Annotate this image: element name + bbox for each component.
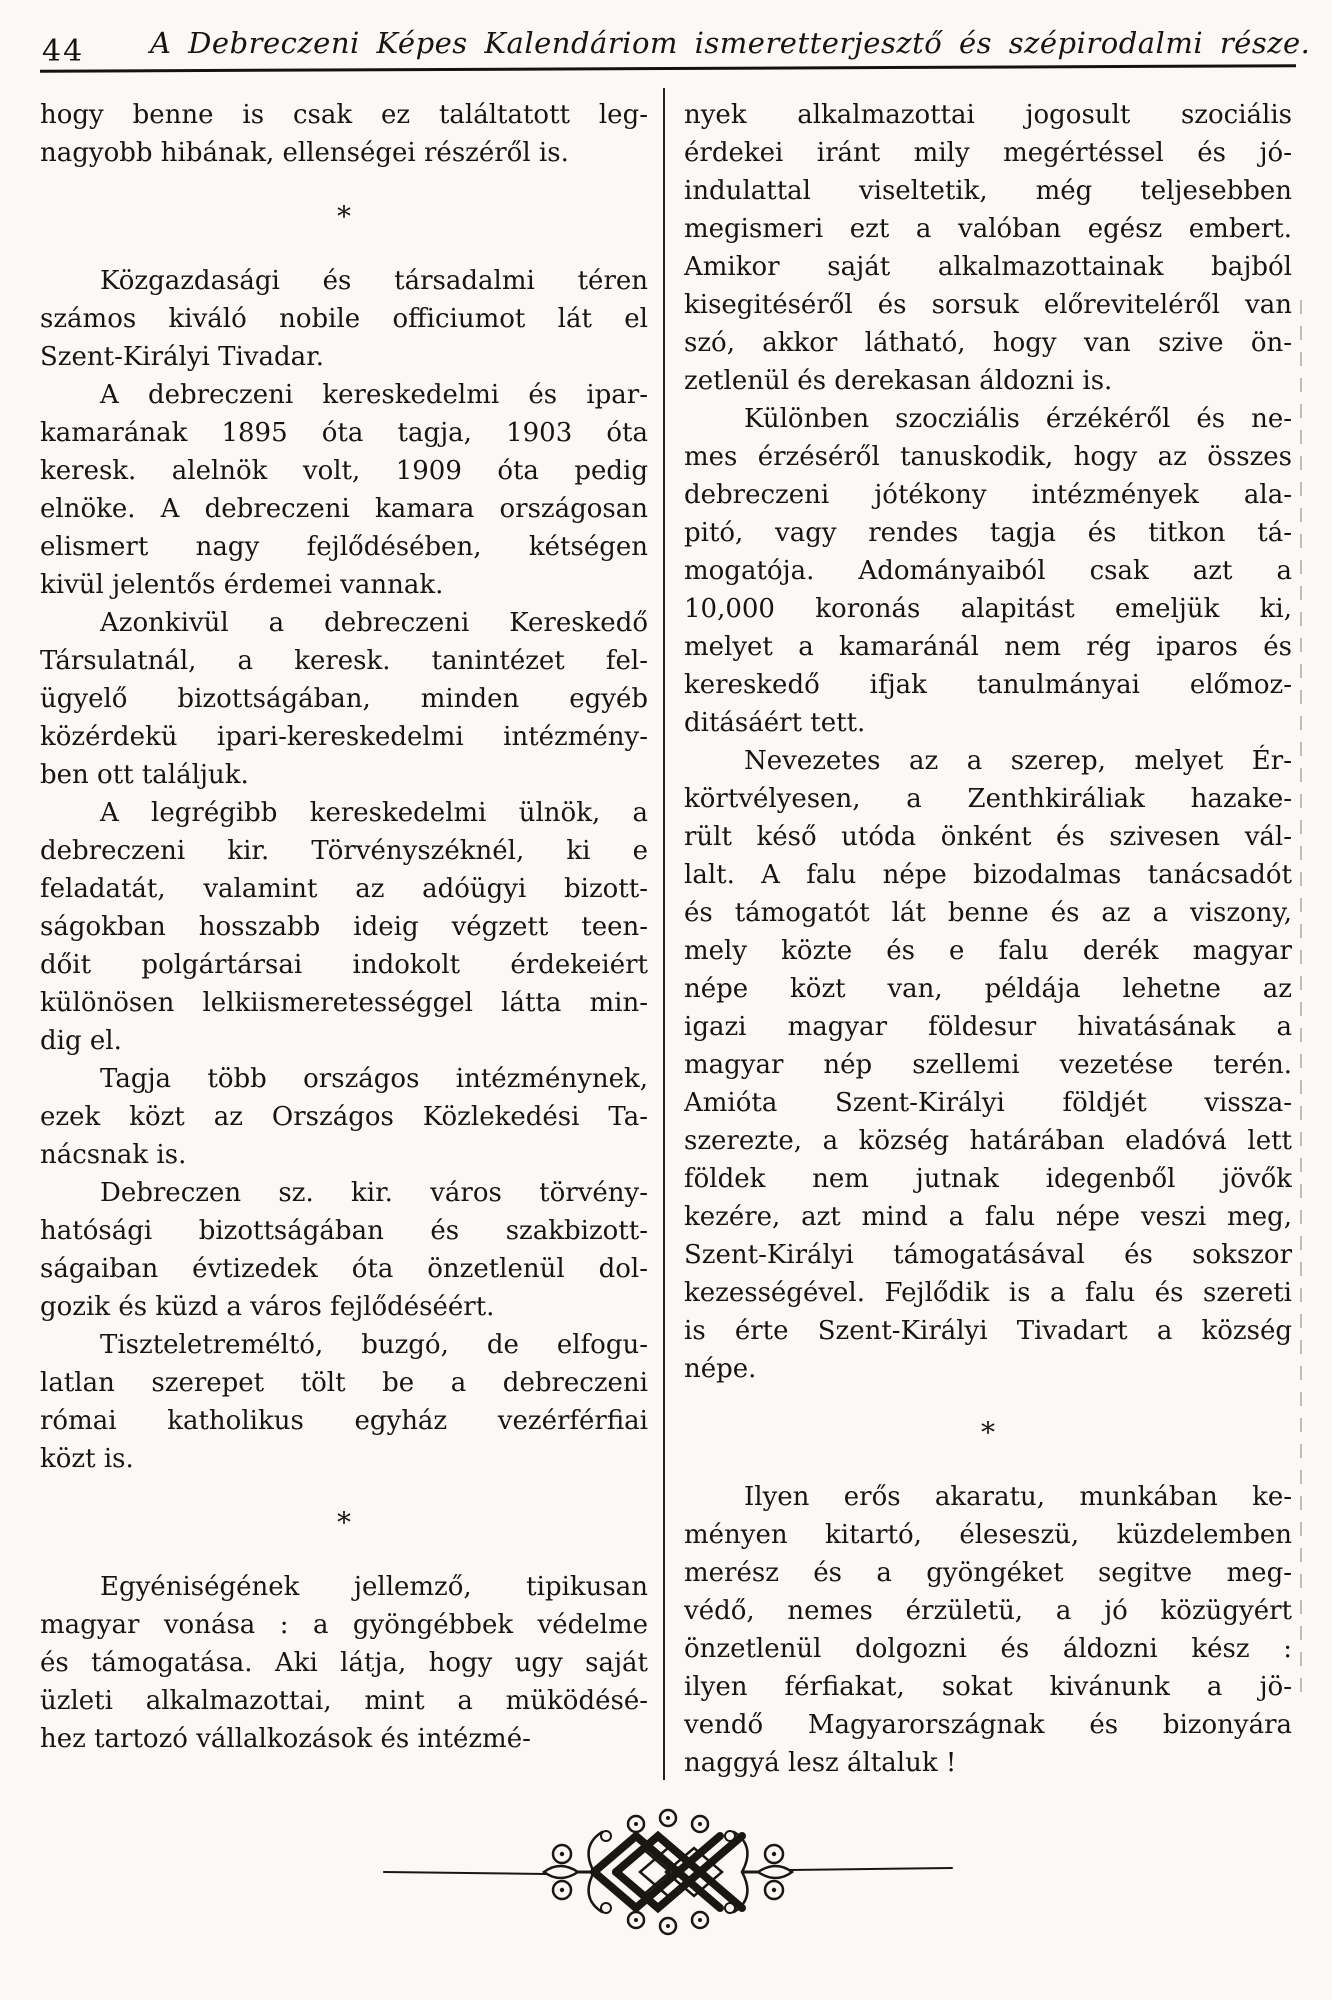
text-line: ményen kitartó, éleseszü, küzdelemben: [684, 1520, 1292, 1550]
text-line: népe közt van, példája lehetne az: [684, 974, 1292, 1004]
text-line: Társulatnál, a keresk. tanintézet fel-: [40, 646, 648, 676]
paragraph: [40, 1174, 648, 1326]
text-line: szerezte, a község határában eladóvá lett: [684, 1126, 1292, 1156]
text-line: naggyá lesz általuk !: [684, 1748, 957, 1778]
text-line: és támogatót lát benne és az a viszony,: [684, 898, 1292, 928]
text-line: számos kiváló nobile officiumot lát el: [40, 304, 648, 334]
text-line: és támogatása. Aki látja, hogy ugy saját: [40, 1648, 648, 1678]
text-line: kereskedő ifjak tanulmányai előmoz-: [684, 670, 1292, 700]
text-line: népe.: [684, 1354, 757, 1384]
section-separator-star: *: [337, 200, 351, 233]
paragraph: [40, 604, 648, 794]
page-number: 44: [42, 34, 85, 69]
text-line: igazi magyar földesur hivatásának a: [684, 1012, 1292, 1042]
text-line: latlan szerepet tölt be a debreczeni: [40, 1368, 648, 1398]
text-line: mes érzéséről tanuskodik, hogy az összes: [684, 442, 1292, 472]
text-line: Szent-Királyi támogatásával és sokszor: [684, 1240, 1292, 1270]
text-line: körtvélyesen, a Zenthkiráliak hazake-: [684, 784, 1292, 814]
text-line: hatósági bizottságában és szakbizott-: [40, 1216, 648, 1246]
text-line: Azonkivül a debreczeni Kereskedő: [100, 608, 648, 638]
paragraph: [40, 262, 648, 376]
text-line: mogatója. Adományaiból csak azt a: [684, 556, 1292, 586]
text-line: rült késő utóda önként és szivesen vál-: [684, 822, 1292, 852]
text-line: indulattal viseltetik, még teljesebben: [684, 176, 1292, 206]
text-line: Nevezetes az a szerep, melyet Ér-: [744, 746, 1292, 776]
text-line: zetlenül és derekasan áldozni is.: [684, 366, 1113, 396]
text-line: üzleti alkalmazottai, mint a müködésé-: [40, 1686, 648, 1716]
text-line: Amióta Szent-Királyi földjét vissza-: [684, 1088, 1292, 1118]
text-line: lalt. A falu népe bizodalmas tanácsadót: [684, 860, 1292, 890]
text-line: ditásáért tett.: [684, 708, 866, 738]
ornament-flourish-icon: [378, 1796, 958, 1946]
text-line: ezek közt az Országos Közlekedési Ta-: [40, 1102, 648, 1132]
text-line: gozik és küzd a város fejlődéséért.: [40, 1292, 495, 1322]
text-line: A legrégibb kereskedelmi ülnök, a: [100, 798, 648, 828]
paragraph: [684, 96, 1292, 400]
text-line: ságaiban évtizedek óta önzetlenül dol-: [40, 1254, 648, 1284]
text-line: ben ott találjuk.: [40, 760, 249, 790]
text-line: mely közte és e falu derék magyar: [684, 936, 1292, 966]
text-line: magyar vonása : a gyöngébbek védelme: [40, 1610, 648, 1640]
text-line: védő, nemes érzületü, a jó közügyért: [684, 1596, 1292, 1626]
right-column: [684, 96, 1292, 1782]
text-line: elismert nagy fejlődésében, kétségen: [40, 532, 648, 562]
text-line: földek nem jutnak idegenből jövők: [684, 1164, 1292, 1194]
text-line: is érte Szent-Királyi Tivadart a község: [684, 1316, 1292, 1346]
text-line: 10,000 koronás alapitást emeljük ki,: [684, 594, 1292, 624]
text-line: ügyelő bizottságában, minden egyéb: [40, 684, 648, 714]
text-line: pitó, vagy rendes tagja és titkon tá-: [684, 518, 1292, 548]
paragraph: [40, 376, 648, 604]
text-line: dig el.: [40, 1026, 122, 1056]
text-line: kamarának 1895 óta tagja, 1903 óta: [40, 418, 648, 448]
text-line: ilyen férfiakat, sokat kivánunk a jö-: [684, 1672, 1292, 1702]
text-line: nagyobb hibának, ellenségei részéről is.: [40, 138, 569, 168]
paragraph: [40, 1568, 648, 1758]
page-header: [40, 26, 1311, 70]
text-line: közérdekü ipari-kereskedelmi intézmény-: [40, 722, 648, 752]
text-line: vendő Magyarországnak és bizonyára: [684, 1710, 1292, 1740]
left-column: [40, 96, 648, 1782]
text-line: Amikor saját alkalmazottainak bajból: [684, 252, 1292, 282]
text-line: önzetlenül dolgozni és áldozni kész :: [684, 1634, 1292, 1664]
text-line: hez tartozó vállalkozások és intézmé-: [40, 1724, 531, 1754]
text-line: nácsnak is.: [40, 1140, 187, 1170]
paragraph: [684, 742, 1292, 1388]
text-line: közt is.: [40, 1444, 134, 1474]
text-line: kisegitéséről és sorsuk előreviteléről van: [684, 290, 1292, 320]
tailpiece-ornament: [378, 1796, 958, 1946]
paragraph: [684, 400, 1292, 742]
paragraph: [684, 1478, 1292, 1782]
text-line: debreczeni jótékony intézmények ala-: [684, 480, 1292, 510]
text-line: különösen lelkiismeretességgel látta min-: [40, 988, 648, 1018]
page-edge-scan-line: [1300, 300, 1302, 1700]
text-line: Különben szocziális érzékéről és ne-: [744, 404, 1292, 434]
text-line: debreczeni kir. Törvényszéknél, ki e: [40, 836, 648, 866]
text-line: nyek alkalmazottai jogosult szociális: [684, 100, 1292, 130]
text-line: Közgazdasági és társadalmi téren: [100, 266, 648, 296]
text-line: Tiszteletreméltó, buzgó, de elfogu-: [100, 1330, 648, 1360]
text-line: merész és a gyöngéket segitve meg-: [684, 1558, 1292, 1588]
text-line: magyar nép szellemi vezetése terén.: [684, 1050, 1292, 1080]
text-line: feladatát, valamint az adóügyi bizott-: [40, 874, 648, 904]
text-columns: [40, 96, 1292, 1782]
text-line: római katholikus egyház vezérférfiai: [40, 1406, 648, 1436]
paragraph: [40, 1326, 648, 1478]
header-rule: [40, 64, 1296, 72]
text-line: melyet a kamaránál nem rég iparos és: [684, 632, 1292, 662]
text-line: kezére, azt mind a falu népe veszi meg,: [684, 1202, 1292, 1232]
text-line: hogy benne is csak ez találtatott leg-: [40, 100, 648, 130]
text-line: Szent-Királyi Tivadar.: [40, 342, 324, 372]
text-line: Egyéniségének jellemző, tipikusan: [100, 1572, 648, 1602]
text-line: Debreczen sz. kir. város törvény-: [100, 1178, 648, 1208]
text-line: érdekei iránt mily megértéssel és jó-: [684, 138, 1292, 168]
text-line: szó, akkor látható, hogy van szive ön-: [684, 328, 1292, 358]
text-line: kivül jelentős érdemei vannak.: [40, 570, 444, 600]
running-title: A Debreczeni Képes Kalendáriom ismeretterjesztő és szépirodalmi része.: [150, 26, 1311, 60]
text-line: elnöke. A debreczeni kamara országosan: [40, 494, 648, 524]
text-line: keresk. alelnök volt, 1909 óta pedig: [40, 456, 648, 486]
paragraph: [40, 1060, 648, 1174]
text-line: A debreczeni kereskedelmi és ipar-: [100, 380, 648, 410]
text-line: dőit polgártársai indokolt érdekeiért: [40, 950, 648, 980]
section-separator-star: *: [981, 1416, 995, 1449]
text-line: megismeri ezt a valóban egész embert.: [684, 214, 1292, 244]
paragraph: [40, 96, 648, 172]
text-line: ságokban hosszabb ideig végzett teen-: [40, 912, 648, 942]
text-line: Ilyen erős akaratu, munkában ke-: [744, 1482, 1292, 1512]
paragraph: [40, 794, 648, 1060]
text-line: Tagja több országos intézménynek,: [100, 1064, 648, 1094]
section-separator-star: *: [337, 1506, 351, 1539]
text-line: kezességével. Fejlődik is a falu és szereti: [684, 1278, 1292, 1308]
